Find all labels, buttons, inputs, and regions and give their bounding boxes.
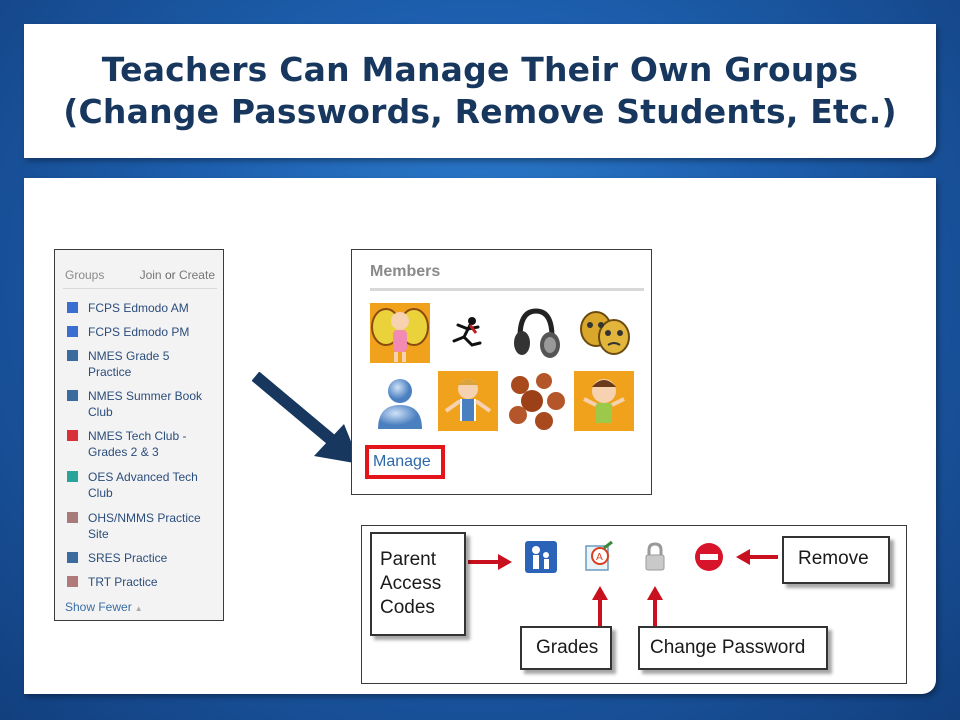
groups-panel <box>54 249 224 621</box>
group-item-label: OHS/NMMS Practice Site <box>88 511 201 541</box>
members-divider <box>370 288 644 291</box>
group-color-swatch <box>67 471 78 482</box>
remove-icon[interactable] <box>692 540 726 574</box>
parent-access-callout <box>370 532 466 636</box>
group-item-label: SRES Practice <box>88 551 168 565</box>
show-fewer-link[interactable] <box>65 600 143 614</box>
group-item[interactable] <box>67 348 217 380</box>
slide-title-card <box>24 24 936 158</box>
lock-icon[interactable] <box>638 540 672 574</box>
join-link[interactable]: Join <box>139 268 162 282</box>
slide-title-line-1: Teachers Can Manage Their Own Groups <box>101 50 859 89</box>
arrow-head <box>498 554 512 570</box>
arrow-head <box>736 549 750 565</box>
manage-highlight-box[interactable] <box>365 445 445 479</box>
group-item-label: TRT Practice <box>88 575 158 589</box>
groups-header <box>65 268 215 282</box>
grades-label: Grades <box>536 637 599 658</box>
manage-link[interactable]: Manage <box>373 453 431 470</box>
grades-callout <box>520 626 612 670</box>
theater-masks-avatar[interactable] <box>574 303 634 363</box>
groups-heading: Groups <box>65 268 105 282</box>
triangle-up-icon: ▲ <box>134 604 143 613</box>
group-item[interactable] <box>67 550 217 566</box>
remove-label: Remove <box>798 548 869 569</box>
create-link[interactable]: Create <box>178 268 215 282</box>
grades-icon[interactable] <box>582 540 616 574</box>
group-item-label: FCPS Edmodo PM <box>88 325 190 339</box>
default-person-avatar[interactable] <box>370 371 430 431</box>
group-item[interactable] <box>67 428 217 460</box>
group-tools-panel <box>361 525 907 684</box>
group-color-swatch <box>67 350 78 361</box>
group-color-swatch <box>67 390 78 401</box>
members-heading: Members <box>370 263 441 280</box>
group-item[interactable] <box>67 469 217 501</box>
change-password-label: Change Password <box>650 637 806 658</box>
members-panel <box>351 249 652 495</box>
group-color-swatch <box>67 326 78 337</box>
group-item[interactable] <box>67 510 217 542</box>
arrow-head <box>647 586 663 600</box>
arrow-head <box>592 586 608 600</box>
headphones-avatar[interactable] <box>506 303 566 363</box>
butterfly-girl-avatar[interactable] <box>370 303 430 363</box>
runner-avatar[interactable] <box>438 303 498 363</box>
change-password-callout <box>638 626 828 670</box>
group-item[interactable] <box>67 574 217 590</box>
slide-title-line-2: (Change Passwords, Remove Students, Etc.) <box>63 92 897 131</box>
parent-access-label: Parent Access Codes <box>380 549 442 618</box>
group-item-label: OES Advanced Tech Club <box>88 470 198 500</box>
parent-access-icon[interactable] <box>524 540 558 574</box>
boy-avatar[interactable] <box>438 371 498 431</box>
cartoon-kid-avatar[interactable] <box>574 371 634 431</box>
group-item-label: NMES Tech Club - Grades 2 & 3 <box>88 429 187 459</box>
group-item[interactable] <box>67 388 217 420</box>
remove-callout <box>782 536 890 584</box>
group-color-swatch <box>67 552 78 563</box>
svg-text:A: A <box>596 552 603 563</box>
group-color-swatch <box>67 430 78 441</box>
group-color-swatch <box>67 302 78 313</box>
group-color-swatch <box>67 512 78 523</box>
group-color-swatch <box>67 576 78 587</box>
show-fewer-label: Show Fewer <box>65 600 132 614</box>
group-item-label: NMES Summer Book Club <box>88 389 203 419</box>
group-item-label: NMES Grade 5 Practice <box>88 349 170 379</box>
or-text: or <box>164 268 176 282</box>
basketballs-avatar[interactable] <box>506 371 566 431</box>
group-item[interactable] <box>67 324 217 340</box>
groups-divider <box>63 288 217 289</box>
group-item[interactable] <box>67 300 217 316</box>
group-item-label: FCPS Edmodo AM <box>88 301 189 315</box>
